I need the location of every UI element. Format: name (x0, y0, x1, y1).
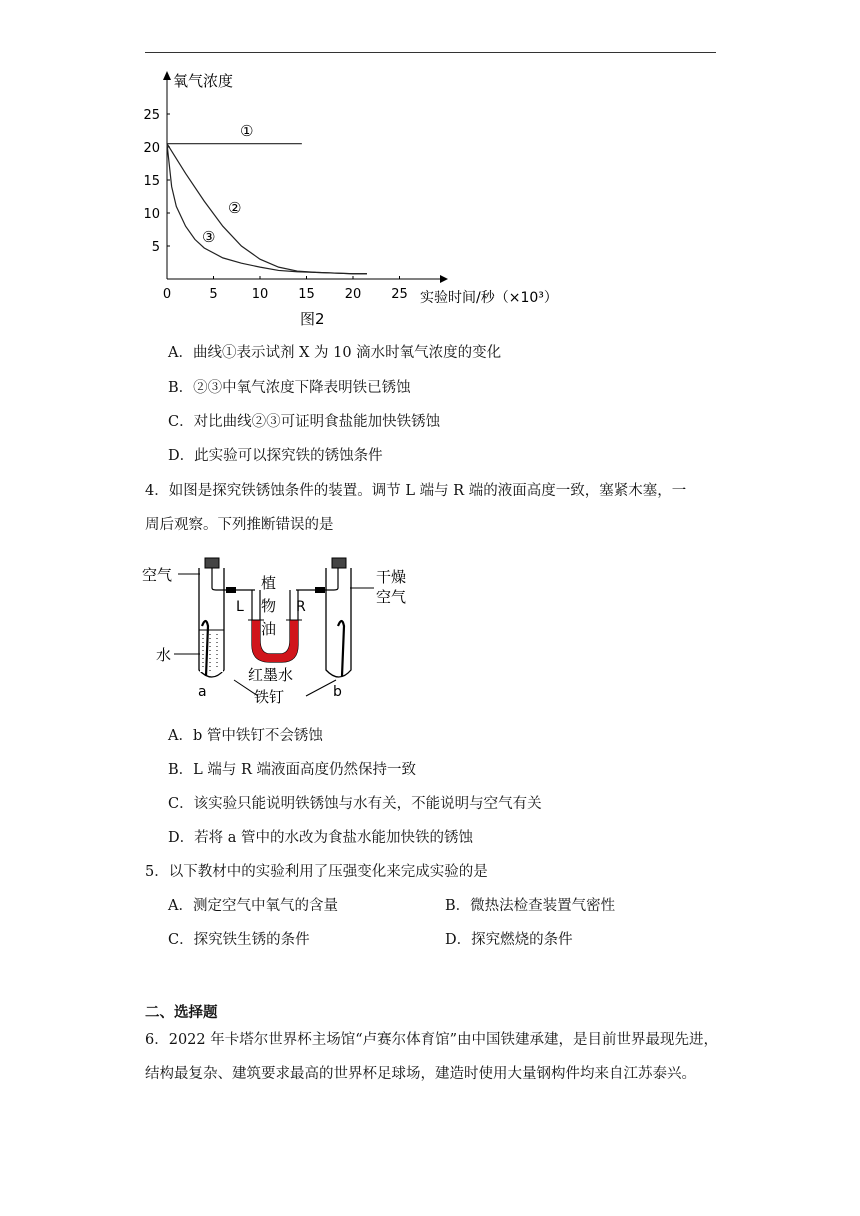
q5-option-a: A．测定空气中氧气的含量 (168, 898, 338, 914)
series-line-3 (167, 144, 367, 274)
q4-option-b: B．L 端与 R 端液面高度仍然保持一致 (168, 762, 417, 778)
label-oil-2: 物 (261, 597, 277, 615)
x-tick-label: 25 (391, 287, 408, 302)
q6-line2: 结构最复杂、建筑要求最高的世界杯足球场，建造时使用大量钢构件均来自江苏泰兴。 (145, 1066, 696, 1082)
series-label-1: ① (240, 122, 254, 140)
rust-apparatus-diagram (140, 550, 440, 710)
series-label-3: ③ (202, 228, 216, 246)
x-axis-label: 实验时间/秒（×10³） (420, 290, 558, 306)
q6-line1: 6．2022 年卡塔尔世界杯主场馆“卢赛尔体育馆”由中国铁建承建，是目前世界最现先进， (145, 1032, 719, 1048)
label-air: 空气 (142, 566, 173, 584)
section-title: 二、选择题 (145, 1005, 218, 1021)
x-axis-arrow (440, 275, 448, 283)
label-oil-3: 油 (261, 620, 277, 638)
label-dry-1: 干燥 (376, 568, 407, 586)
tube-b (325, 558, 351, 677)
tube-a (199, 558, 228, 677)
q4-option-d: D．若将 a 管中的水改为食盐水能加快铁的锈蚀 (168, 830, 473, 846)
q5-option-b: B．微热法检查装置气密性 (445, 898, 616, 914)
y-axis-label: 氧气浓度 (173, 72, 234, 90)
q4-option-c: C．该实验只能说明铁锈蚀与水有关，不能说明与空气有关 (168, 796, 542, 812)
x-tick-label: 10 (251, 287, 269, 302)
y-tick-label: 15 (143, 174, 160, 189)
series-line-2 (167, 144, 367, 274)
label-oil-1: 植 (261, 574, 277, 592)
q3-option-a: A．曲线①表示试剂 X 为 10 滴水时氧气浓度的变化 (168, 345, 502, 361)
q5-option-c: C．探究铁生锈的条件 (168, 932, 310, 948)
y-tick-label: 25 (143, 108, 160, 123)
label-dry-2: 空气 (376, 588, 407, 606)
header-rule (145, 52, 716, 53)
q4-stem-line2: 周后观察。下列推断错误的是 (145, 517, 334, 533)
y-tick-label: 5 (151, 240, 160, 255)
label-L: L (236, 599, 244, 615)
q3-option-b: B．②③中氧气浓度下降表明铁已锈蚀 (168, 380, 411, 396)
q3-option-c: C．对比曲线②③可证明食盐能加快铁锈蚀 (168, 414, 441, 430)
x-tick-label: 15 (298, 287, 315, 302)
q4-stem-line1: 4．如图是探究铁锈蚀条件的装置。调节 L 端与 R 端的液面高度一致，塞紧木塞，一 (145, 483, 687, 499)
x-tick-label: 5 (209, 287, 218, 302)
q5-stem: 5．以下教材中的实验利用了压强变化来完成实验的是 (145, 864, 488, 880)
chart-caption: 图2 (300, 310, 325, 328)
label-water: 水 (156, 646, 172, 664)
oxygen-chart (140, 66, 570, 336)
label-R: R (296, 599, 306, 615)
label-nail: 铁钉 (254, 688, 285, 706)
label-a: a (198, 684, 207, 700)
x-tick-label: 0 (162, 287, 172, 302)
series-label-2: ② (228, 199, 242, 217)
q3-option-d: D．此实验可以探究铁的锈蚀条件 (168, 448, 383, 464)
y-tick-label: 20 (143, 141, 160, 156)
x-tick-label: 20 (344, 287, 362, 302)
y-axis-arrow (163, 71, 171, 80)
q4-option-a: A．b 管中铁钉不会锈蚀 (168, 728, 323, 744)
y-tick-label: 10 (143, 207, 160, 222)
label-b: b (333, 684, 342, 700)
label-ink: 红墨水 (248, 666, 294, 684)
q5-option-d: D．探究燃烧的条件 (445, 932, 573, 948)
